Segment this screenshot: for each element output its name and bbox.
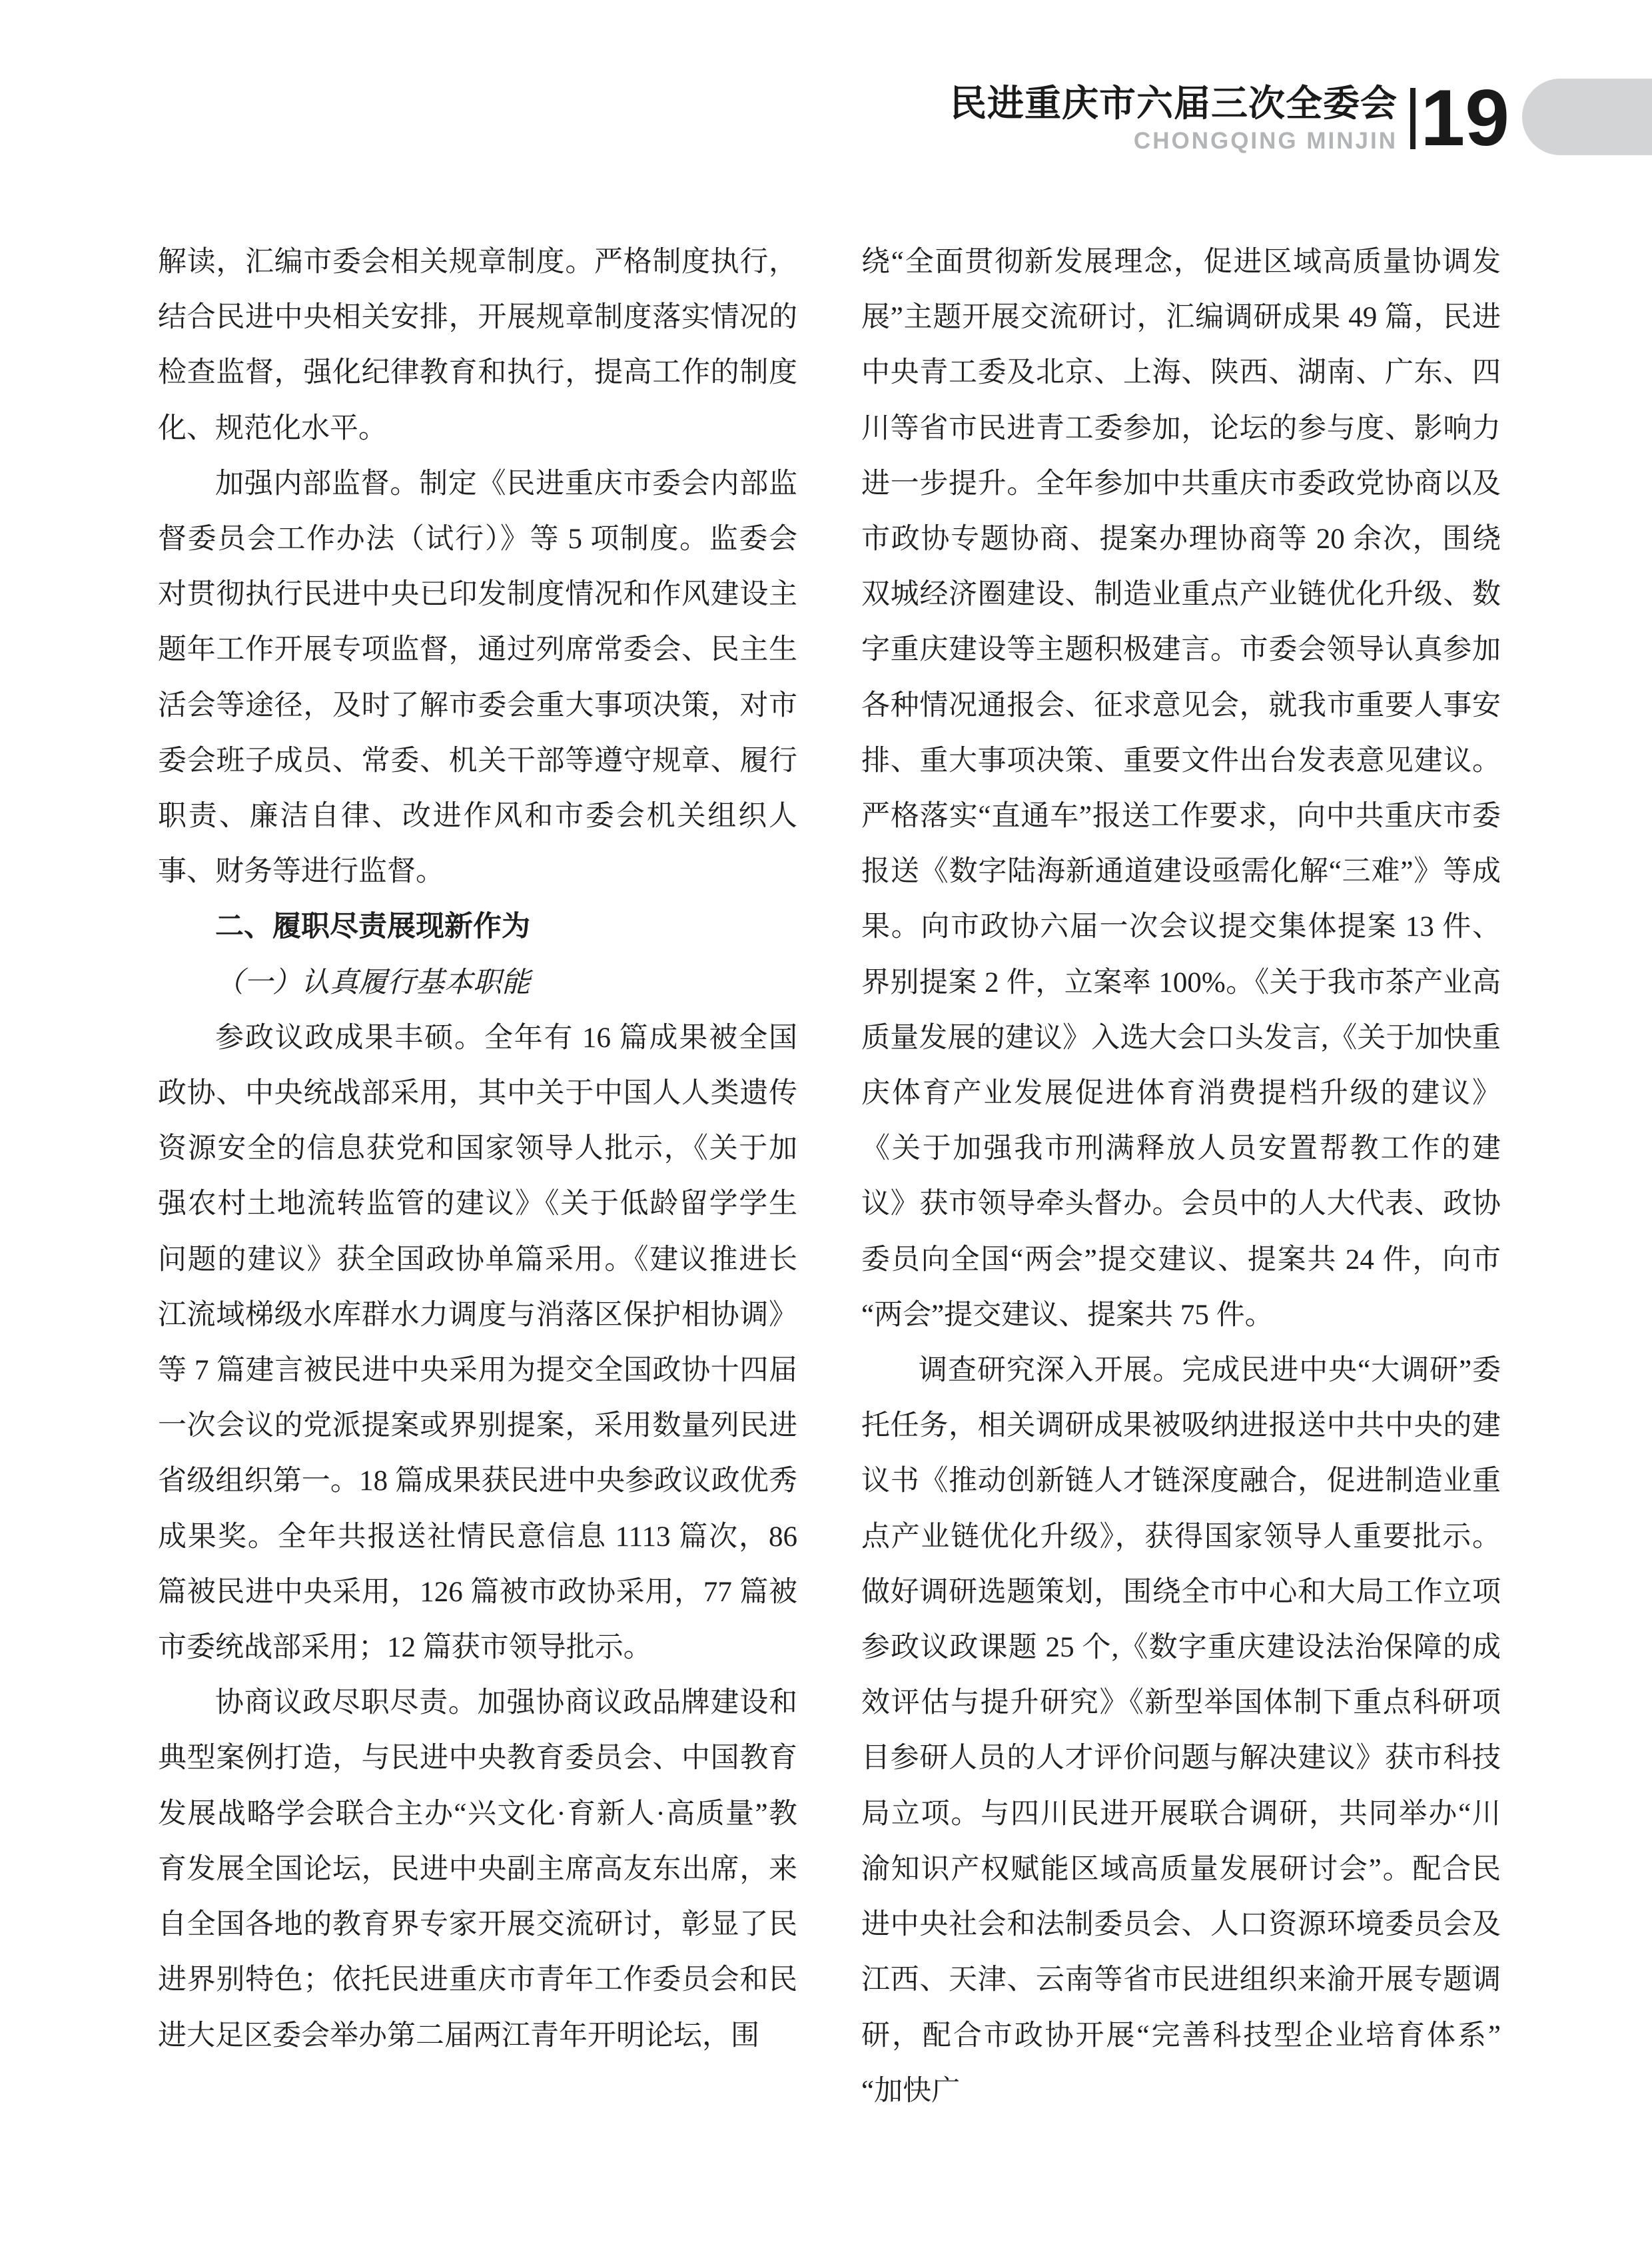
body-paragraph: 加强内部监督。制定《民进重庆市委会内部监督委员会工作办法（试行）》等 5 项制度。监委会对贯彻执行民进中央已印发制度情况和作风建设主题年工作开展专项监督，通过列席常委会、民主生活会等途径，及时了解市委会重大事项决策，对市委会班子成员、常委、机关干部等遵守规章、履行职责、廉洁自律、改进作风和市委会机关组织人事、财务等进行监督。 bbox=[158, 468, 797, 888]
page-title: 民进重庆市六届三次全委会 bbox=[949, 83, 1398, 124]
page-number: 19 bbox=[1420, 73, 1509, 163]
body-paragraph: 协商议政尽职尽责。加强协商议政品牌建设和典型案例打造，与民进中央教育委员会、中国教育发展战略学会联合主办“兴文化·育新人·高质量”教育发展全国论坛，民进中央副主席高友东出席，来自全国各地的教育界专家开展交流研讨，彰显了民进界别特色；依托民进重庆市青年工作委员会和民进大足区委会举办第二届两江青年开明论坛，围 bbox=[158, 1687, 797, 2052]
article-body bbox=[158, 234, 1501, 2119]
article-column-left bbox=[158, 234, 797, 2119]
section-heading: 二、履职尽责展现新作为 bbox=[215, 911, 530, 943]
body-paragraph: 解读，汇编市委会相关规章制度。严格制度执行，结合民进中央相关安排，开展规章制度落实情况的检查监督，强化纪律教育和执行，提高工作的制度化、规范化水平。 bbox=[158, 246, 797, 444]
page-header bbox=[0, 0, 1652, 173]
body-paragraph: 参政议政成果丰硕。全年有 16 篇成果被全国政协、中央统战部采用，其中关于中国人人类遗传资源安全的信息获党和国家领导人批示，《关于加强农村土地流转监管的建议》《关于低龄留学学生问题的建议》获全国政协单篇采用。《建议推进长江流域梯级水库群水力调度与消落区保护相协调》等 7 篇建言被民进中央采用为提交全国政协十四届一次会议的党派提案或界别提案，采用数量列民进省级组织第一。18 篇成果获民进中央参政议政优秀成果奖。全年共报送社情民意信息 1113 篇次，86 篇被民进中央采用，126 篇被市政协采用，77 篇被市委统战部采用；12 篇获市领导批示。 bbox=[158, 1022, 797, 1664]
body-paragraph: 绕“全面贯彻新发展理念，促进区域高质量协调发展”主题开展交流研讨，汇编调研成果 49 篇，民进中央青工委及北京、上海、陕西、湖南、广东、四川等省市民进青工委参加，论坛的参与度、影响力进一步提升。全年参加中共重庆市委政党协商以及市政协专题协商、提案办理协商等 20 余次，围绕双城经济圈建设、制造业重点产业链优化升级、数字重庆建设等主题积极建言。市委会领导认真参加各种情况通报会、征求意见会，就我市重要人事安排、重大事项决策、重要文件出台发表意见建议。严格落实“直通车”报送工作要求，向中共重庆市委报送《数字陆海新通道建设亟需化解“三难”》等成果。向市政协六届一次会议提交集体提案 13 件、界别提案 2 件，立案率 100%。《关于我市茶产业高质量发展的建议》入选大会口头发言,《关于加快重庆体育产业发展促进体育消费提档升级的建议》《关于加强我市刑满释放人员安置帮教工作的建议》获市领导牵头督办。会员中的人大代表、政协委员向全国“两会”提交建议、提案共 24 件，向市“两会”提交建议、提案共 75 件。 bbox=[861, 246, 1501, 1331]
body-paragraph: 调查研究深入开展。完成民进中央“大调研”委托任务，相关调研成果被吸纳进报送中共中央的建议书《推动创新链人才链深度融合，促进制造业重点产业链优化升级》，获得国家领导人重要批示。做好调研选题策划，围绕全市中心和大局工作立项参政议政课题 25 个,《数字重庆建设法治保障的成效评估与提升研究》《新型举国体制下重点科研项目参研人员的人才评价问题与解决建议》获市科技局立项。与四川民进开展联合调研，共同举办“川渝知识产权赋能区域高质量发展研讨会”。配合民进中央社会和法制委员会、人口资源环境委员会及江西、天津、云南等省市民进组织来渝开展专题调研，配合市政协开展“完善科技型企业培育体系”“加快广 bbox=[861, 1355, 1501, 2107]
page-subtitle: CHONGQING MINJIN bbox=[1133, 128, 1398, 154]
header-titles bbox=[950, 84, 1398, 153]
article-column-right bbox=[861, 234, 1501, 2119]
header-divider bbox=[1410, 88, 1416, 149]
subsection-heading: （一）认真履行基本职能 bbox=[215, 966, 530, 998]
corner-tab-decoration bbox=[1522, 79, 1652, 155]
